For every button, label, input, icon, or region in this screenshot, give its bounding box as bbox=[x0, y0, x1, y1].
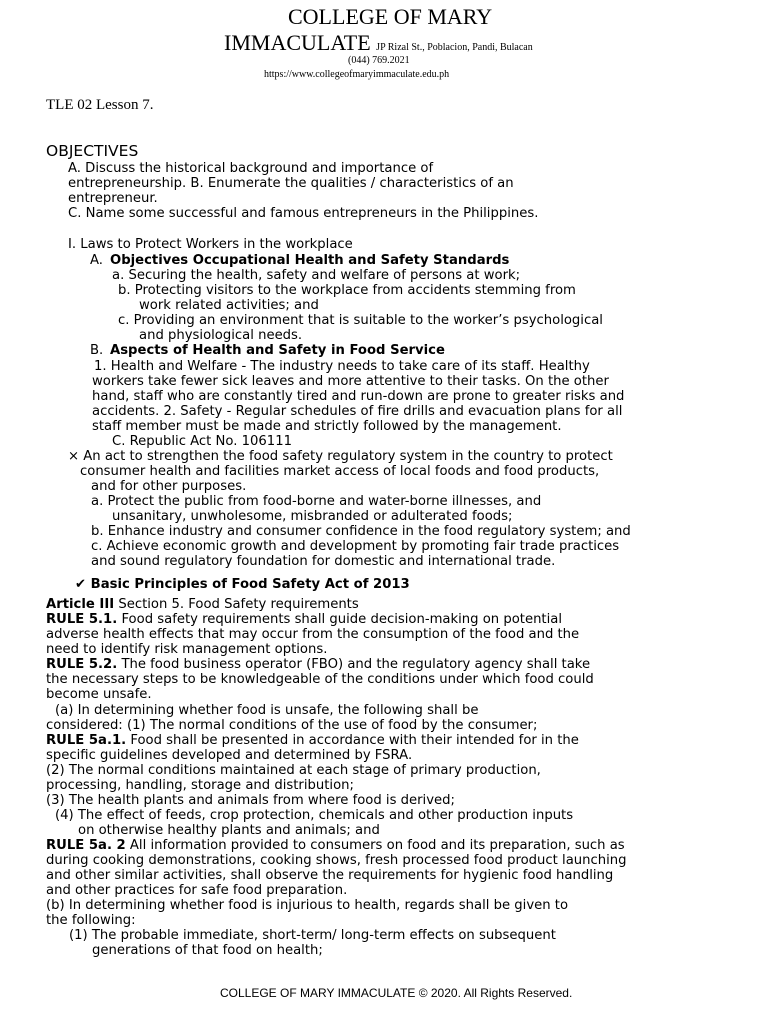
body-line-text: a. Securing the health, safety and welfare of persons at work; bbox=[112, 268, 521, 283]
body-line-text: a. Protect the public from food-borne and water-borne illnesses, and bbox=[91, 494, 542, 509]
body-line bbox=[139, 328, 302, 343]
body-line bbox=[46, 868, 613, 883]
body-line-text: (2) The normal conditions maintained at each stage of primary production, bbox=[46, 763, 541, 778]
body-line-text: b. Protecting visitors to the workplace from accidents stemming from bbox=[118, 283, 576, 298]
body-line-text: B. bbox=[90, 343, 104, 358]
body-line bbox=[139, 298, 319, 313]
body-line-text: work related activities; and bbox=[139, 298, 319, 313]
body-line-text: × An act to strengthen the food safety regulatory system in the country to protect bbox=[68, 449, 613, 464]
body-line bbox=[68, 176, 514, 191]
body-line bbox=[92, 389, 624, 404]
body-line bbox=[46, 612, 562, 627]
body-line bbox=[91, 539, 619, 554]
body-line bbox=[46, 838, 625, 853]
objectives-heading: OBJECTIVES bbox=[46, 142, 139, 160]
school-name-line2 bbox=[224, 30, 533, 56]
school-address: JP Rizal St., Poblacion, Pandi, Bulacan bbox=[376, 42, 533, 53]
body-line-text: The food business operator (FBO) and the regulatory agency shall take bbox=[117, 657, 591, 672]
body-line-text: considered: (1) The normal conditions of the use of food by the consumer; bbox=[46, 718, 538, 733]
body-line-text: b. Enhance industry and consumer confidence in the food regulatory system; and bbox=[91, 524, 631, 539]
body-line bbox=[112, 434, 292, 449]
body-line-text: entrepreneur. bbox=[68, 191, 158, 206]
body-line-text: Food safety requirements shall guide decision-making on potential bbox=[117, 612, 563, 627]
body-line-text: hand, staff who are constantly tired and run-down are prone to greater risks and bbox=[92, 389, 625, 404]
body-line bbox=[46, 627, 579, 642]
body-line bbox=[46, 657, 590, 672]
body-line bbox=[46, 748, 412, 763]
body-line-text: C. Name some successful and famous entrepreneurs in the Philippines. bbox=[68, 206, 539, 221]
body-line bbox=[46, 913, 136, 928]
body-line-text: A. bbox=[90, 253, 103, 268]
body-line-text: need to identify risk management options. bbox=[46, 642, 328, 657]
body-line-text: C. Republic Act No. 106111 bbox=[112, 434, 292, 449]
body-line bbox=[46, 642, 327, 657]
body-line bbox=[91, 479, 246, 494]
body-line bbox=[68, 191, 158, 206]
body-line bbox=[118, 313, 603, 328]
body-line-bold: RULE 5a.1. bbox=[46, 733, 127, 748]
body-line bbox=[46, 898, 568, 913]
body-line-text: unsanitary, unwholesome, misbranded or adulterated foods; bbox=[112, 509, 513, 524]
body-line bbox=[92, 419, 562, 434]
body-line-text: (b) In determining whether food is injurious to health, regards shall be given to bbox=[46, 898, 569, 913]
body-line bbox=[46, 687, 152, 702]
body-line bbox=[68, 449, 613, 464]
body-line bbox=[46, 853, 627, 868]
body-line-text: processing, handling, storage and distribution; bbox=[46, 778, 354, 793]
body-line-text: (3) The health plants and animals from where food is derived; bbox=[46, 793, 455, 808]
body-line bbox=[69, 928, 556, 943]
body-line-text: All information provided to consumers on food and its preparation, such as bbox=[125, 838, 625, 853]
body-line bbox=[46, 778, 354, 793]
body-line bbox=[110, 343, 445, 358]
body-line bbox=[55, 808, 573, 823]
body-line bbox=[75, 577, 410, 592]
body-line-text: c. Providing an environment that is suitable to the worker’s psychological bbox=[118, 313, 603, 328]
body-line-text: and other practices for safe food preparation. bbox=[46, 883, 348, 898]
body-line bbox=[94, 359, 590, 374]
school-name-line2-text: IMMACULATE bbox=[224, 30, 371, 55]
body-line-text: consumer health and facilities market access of local foods and food products, bbox=[80, 464, 600, 479]
body-line bbox=[46, 793, 455, 808]
body-line bbox=[118, 283, 576, 298]
body-line-text: and sound regulatory foundation for domestic and international trade. bbox=[91, 554, 556, 569]
body-line-text: (a) In determining whether food is unsafe, the following shall be bbox=[55, 703, 479, 718]
body-line-text: the necessary steps to be knowledgeable of the conditions under which food could bbox=[46, 672, 594, 687]
body-line bbox=[92, 404, 622, 419]
body-line-text: entrepreneurship. B. Enumerate the qualities / characteristics of an bbox=[68, 176, 514, 191]
body-line-bold: RULE 5a. 2 bbox=[46, 838, 126, 853]
body-line-bold: RULE 5.1. bbox=[46, 612, 118, 627]
body-line-text: workers take fewer sick leaves and more attentive to their tasks. On the other bbox=[92, 374, 609, 389]
school-website: https://www.collegeofmaryimmaculate.edu.ph bbox=[264, 69, 450, 80]
body-line-text: specific guidelines developed and determined by FSRA. bbox=[46, 748, 413, 763]
body-line-text: (1) The probable immediate, short-term/ long-term effects on subsequent bbox=[69, 928, 556, 943]
body-line-bold: ✔ Basic Principles of Food Safety Act of 2013 bbox=[75, 577, 410, 592]
body-line-text: accidents. 2. Safety - Regular schedules of fire drills and evacuation plans for all bbox=[92, 404, 623, 419]
lesson-title: TLE 02 Lesson 7. bbox=[46, 97, 154, 113]
body-line bbox=[46, 733, 579, 748]
body-line-bold: Aspects of Health and Safety in Food Service bbox=[110, 343, 445, 358]
footer-copyright: COLLEGE OF MARY IMMACULATE © 2020. All Rights Reserved. bbox=[220, 986, 573, 1000]
body-line bbox=[46, 597, 359, 612]
body-line bbox=[80, 464, 599, 479]
body-line-text: c. Achieve economic growth and development by promoting fair trade practices bbox=[91, 539, 620, 554]
school-phone: (044) 769.2021 bbox=[348, 55, 410, 66]
body-line bbox=[91, 524, 631, 539]
body-line bbox=[68, 237, 353, 252]
body-line bbox=[78, 823, 380, 838]
body-line-bold: Article III bbox=[46, 597, 115, 612]
body-line bbox=[46, 672, 594, 687]
body-line-text: I. Laws to Protect Workers in the workplace bbox=[68, 237, 353, 252]
body-line bbox=[91, 494, 541, 509]
body-line-text: during cooking demonstrations, cooking shows, fresh processed food product launching bbox=[46, 853, 627, 868]
body-line-text: and physiological needs. bbox=[139, 328, 303, 343]
body-line-text: the following: bbox=[46, 913, 136, 928]
body-line bbox=[91, 554, 555, 569]
body-line-text: become unsafe. bbox=[46, 687, 152, 702]
body-line-text: Food shall be presented in accordance with their intended for in the bbox=[126, 733, 579, 748]
body-line bbox=[68, 161, 433, 176]
body-line bbox=[46, 883, 347, 898]
body-line-text: on otherwise healthy plants and animals; and bbox=[78, 823, 380, 838]
body-line bbox=[90, 253, 103, 268]
body-line-bold: RULE 5.2. bbox=[46, 657, 118, 672]
body-line bbox=[112, 268, 520, 283]
body-line bbox=[92, 374, 609, 389]
body-line bbox=[46, 718, 537, 733]
body-line bbox=[92, 943, 323, 958]
body-line-text: A. Discuss the historical background and importance of bbox=[68, 161, 434, 176]
body-line-text: staff member must be made and strictly followed by the management. bbox=[92, 419, 562, 434]
body-line-text: generations of that food on health; bbox=[92, 943, 323, 958]
body-line-text: and for other purposes. bbox=[91, 479, 247, 494]
body-line-text: (4) The effect of feeds, crop protection, chemicals and other production inputs bbox=[55, 808, 574, 823]
school-name-line1: COLLEGE OF MARY bbox=[288, 4, 493, 29]
body-line bbox=[110, 253, 509, 268]
body-line-text: and other similar activities, shall observe the requirements for hygienic food handling bbox=[46, 868, 614, 883]
body-line-bold: Objectives Occupational Health and Safety Standards bbox=[110, 253, 510, 268]
body-line-text: Section 5. Food Safety requirements bbox=[114, 597, 359, 612]
body-line-text: 1. Health and Welfare - The industry needs to take care of its staff. Healthy bbox=[94, 359, 590, 374]
body-line bbox=[55, 703, 478, 718]
body-line bbox=[112, 509, 512, 524]
body-line bbox=[90, 343, 103, 358]
body-line bbox=[68, 206, 538, 221]
body-line bbox=[46, 763, 541, 778]
body-line-text: adverse health effects that may occur from the consumption of the food and the bbox=[46, 627, 580, 642]
